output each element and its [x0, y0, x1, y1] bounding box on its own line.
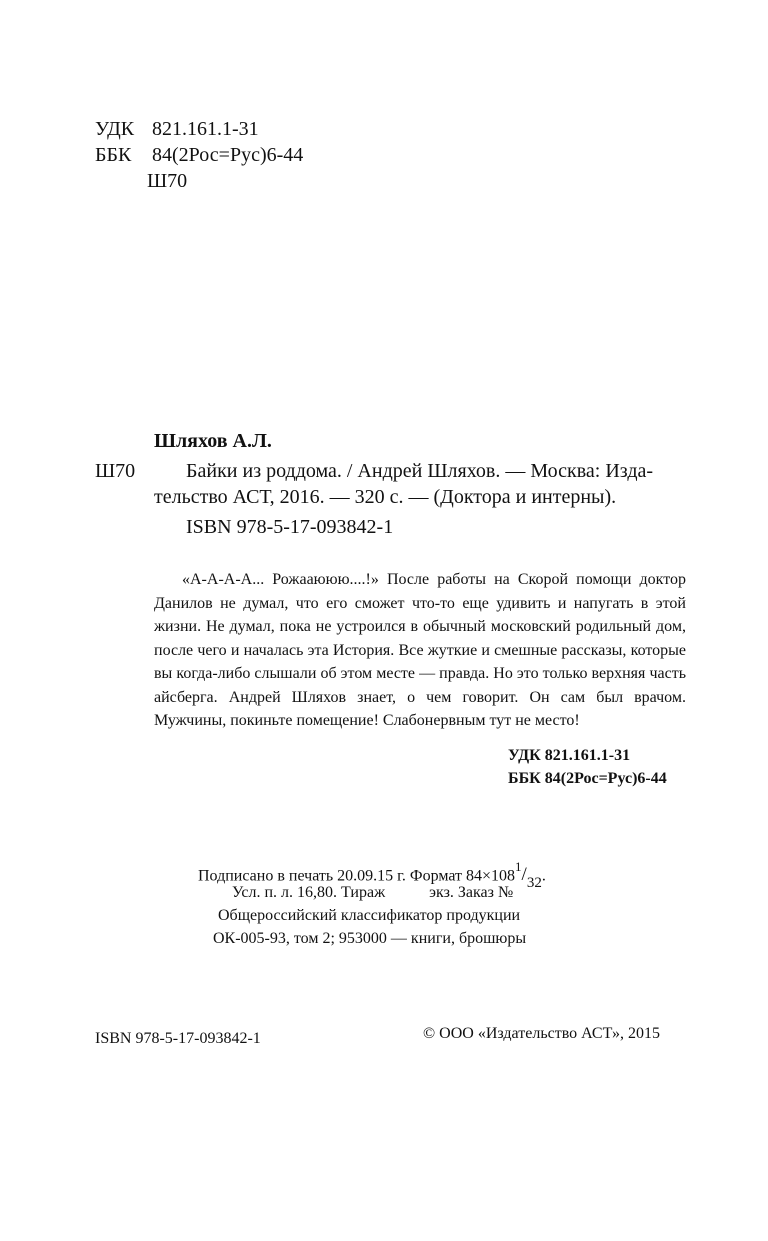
- imprint-print-date-format: Подписано в печать 20.09.15 г. Формат 84×108: [198, 867, 516, 885]
- citation-line-2: тельство АСТ, 2016. — 320 с. — (Доктора и интерны).: [154, 486, 617, 508]
- author-mark: Ш70: [95, 460, 136, 482]
- header-bbk-line: [95, 142, 303, 168]
- classification-udk: УДК 821.161.1-31: [508, 747, 631, 764]
- citation-isbn: ISBN 978-5-17-093842-1: [186, 516, 394, 538]
- imprint-line-4: ОК-005-93, том 2; 953000 — книги, брошюры: [213, 930, 527, 947]
- header-bbk-value: 84(2Рос=Рус)6-44: [152, 144, 304, 166]
- classification-bbk: ББК 84(2Рос=Рус)6-44: [508, 770, 667, 787]
- imprint-format-fraction: $^1/_{32}$: [515, 859, 542, 892]
- header-udk-value: 821.161.1-31: [152, 118, 259, 140]
- header-udk-line: [95, 116, 259, 142]
- imprint-line-1-end: .: [541, 867, 546, 885]
- imprint-print-sheets: Усл. п. л. 16,80. Тираж: [232, 884, 386, 901]
- annotation-text: «А-А-А-А... Рожааююю....!» После работы на Скорой помощи доктор Данилов не думал, что его сможет что-то еще удивить и напугать в этой жизни. Не думал, пока не устроился в обычный московский родильный дом, после чего и началась эта История. Все жуткие и смешные рассказы, которые вы когда-либо слышали об этом месте — правда. Но это только верхняя часть айсберга. Андрей Шляхов знает, о чем говорит. Он сам был врачом. Мужчины, покиньте помещение! Слабонервным тут не место!: [154, 571, 686, 729]
- author-name: Шляхов А.Л.: [154, 430, 272, 452]
- imprint-line-2: [232, 881, 513, 904]
- imprint-line-3: Общероссийский классификатор продукции: [218, 907, 521, 924]
- header-bbk-label: ББК: [95, 144, 132, 166]
- footer-copyright: © ООО «Издательство АСТ», 2015: [423, 1025, 660, 1042]
- format-denominator: 32: [526, 875, 542, 892]
- footer-isbn: ISBN 978-5-17-093842-1: [95, 1030, 261, 1047]
- header-udk-label: УДК: [95, 118, 135, 140]
- header-author-mark: Ш70: [147, 170, 188, 192]
- imprint-order: экз. Заказ №: [429, 884, 514, 901]
- format-numerator: 1: [515, 859, 522, 874]
- citation-line-1: Байки из роддома. / Андрей Шляхов. — Москва: Изда-: [186, 460, 654, 482]
